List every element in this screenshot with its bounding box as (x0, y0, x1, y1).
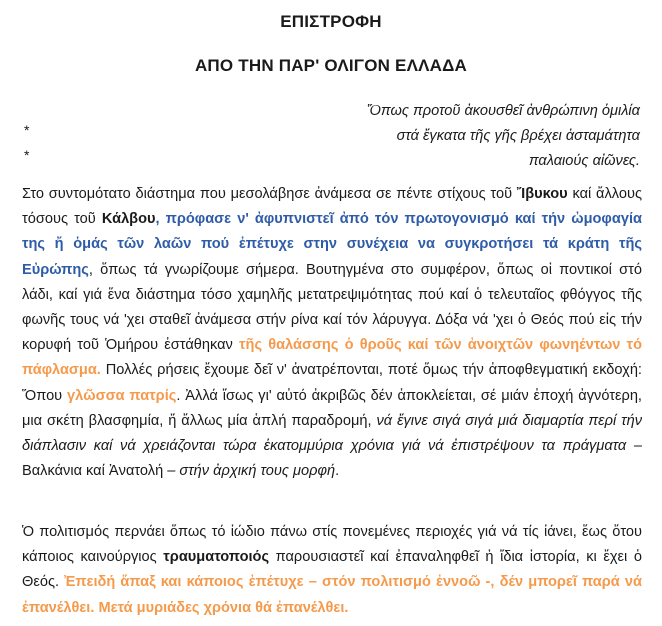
p1-text-5: . Ἀλλά ἴσως γι' αὐτό ἀκριβῶς δέν ἀποκλείεται, σέ μιάν ἐποχή ἀγνότερη, μια σκέτη βλασφημία, ἤ ἄλλως μία ἁπλή παραδρομή, (22, 387, 642, 429)
p1-italic-2: στήν ἀρχική τους μορφή (179, 463, 336, 480)
p1-orange-highlight-2: γλῶσσα πατρίς (67, 387, 177, 404)
p1-text-4: Πολλές ρήσεις ἔχουμε δεῖ ν' ἀνατρέπονται, ποτέ ὅμως τήν ἀποφθεγματική εκδοχή: Ὅπου (22, 362, 642, 404)
asterisk-marker-1: * (24, 122, 30, 138)
epigraph-line-3: παλαιούς αἰῶνες. (528, 153, 640, 169)
p1-name-ibykos: Ἴβυκου (516, 186, 568, 202)
paragraph-1 (22, 182, 642, 484)
epigraph (220, 99, 640, 174)
paragraph-2 (22, 520, 642, 621)
title-line-1: ΕΠΙΣΤΡΟΦΗ (280, 12, 382, 31)
p1-text-7: . (335, 463, 340, 480)
p2-bold-word: τραυματοποιός (163, 549, 270, 566)
p1-text-3: , ὅπως τά γνωρίζουμε σήμερα. Βουτηγμένα στο συμφέρον, ὅπως οἱ ποντικοί στό λάδι, καί γιά ἕνα διάστημα τόσο χαμηλῆς μετατρεψιμότητας πού καί ὁ τελευταῖος φθόγγος τῆς φωνῆς τους νά 'χει σταθεῖ ἀνάμεσα στήν ρίνα καί τόν λάρυγγα. Δόξα νά 'χει ὁ Θεός πού εἰς τήν κορυφή τοῦ Ὁμήρου ἐστάθηκαν (22, 261, 642, 354)
p1-text-1: Στο συντομότατο διάστημα που μεσολάβησε ἀνάμεσα σε πέντε στίχους τοῦ (22, 186, 517, 202)
p2-orange-highlight: Ἐπειδή ἅπαξ και κάποιος ἐπέτυχε – στόν πολιτισμό ἐννοῶ -, δέν μπορεῖ παρά νά ἐπανέλθει. Μετά μυριάδες χρόνια θά ἐπανέλθει. (22, 574, 642, 616)
epigraph-line-1: Ὅπως προτοῦ ἀκουσθεῖ ἀνθρώπινη ὁμιλία (366, 103, 640, 119)
p2-text-2: παρουσιαστεῖ καί ἐπαναληφθεῖ ἡ ἴδια ἱστορία, κι ἔχει ὁ Θεός. (22, 549, 642, 591)
asterisk-marker-2: * (24, 147, 30, 163)
p1-orange-highlight-1: τῆς θαλάσσης ὁ θροῦς καί τῶν ἀνοιχτῶν φωνηέντων τό πάφλασμα. (22, 337, 642, 379)
p1-text-2: καί ἄλλους τόσους τοῦ (22, 186, 642, 228)
p1-blue-highlight: , πρόφασε ν' ἀφυπνιστεῖ ἀπό τόν πρωτογονισμό καί τήν ὠμοφαγία της ἤ ὁμάς τῶν λαῶν πού ἐπέτυχε στην συνέχεια να συγκροτήσει τά κράτη τῆς Εὐρώπης (22, 211, 642, 278)
epigraph-line-2: στά ἔγκατα τῆς γῆς βρέχει ἀσταμάτητα (396, 128, 640, 144)
p1-name-kalvos: Κάλβου (101, 211, 156, 228)
p1-italic-1: νά ἔγινε σιγά σιγά μιά διαμαρτία περί τήν διάπλασιν καί νά χρειάζονται τώρα ἑκατομμύρια χρόνια γιά νά ἐπιστρέψουν τα πράγματα (22, 412, 642, 455)
title-line-2: ΑΠΟ ΤΗΝ ΠΑΡ' ΟΛΙΓΟΝ ΕΛΛΑΔΑ (194, 56, 468, 75)
p1-text-6: – Βαλκάνια καί Ἀνατολή – (22, 438, 642, 480)
p2-text-1: Ὁ πολιτισμός περνάει ὅπως τό ἰώδιο πάνω στίς πονεμένες περιοχές γιά νά τίς ἰάνει, ἕως ὅτου κάποιος καινούργιος (22, 524, 642, 566)
